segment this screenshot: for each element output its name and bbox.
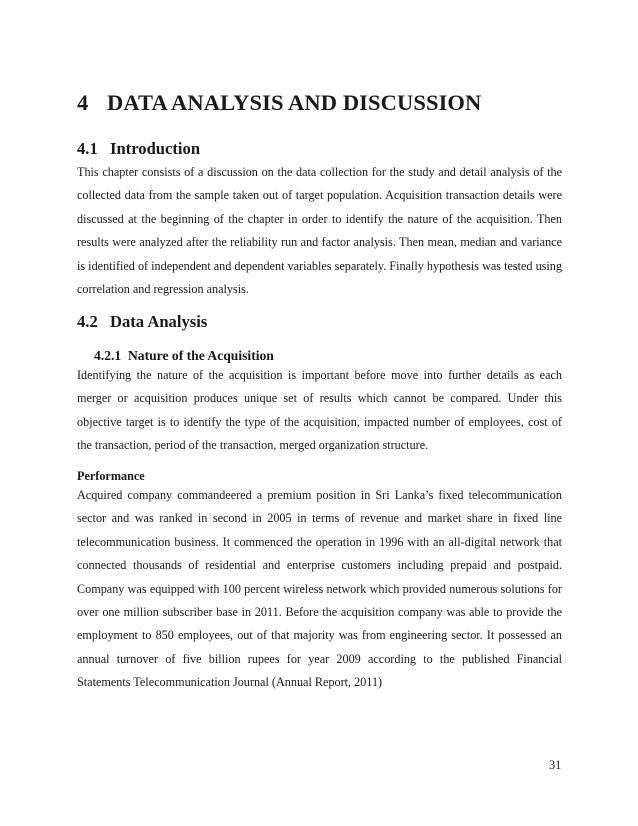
section-heading-introduction (77, 138, 200, 160)
chapter-number: 4 (77, 90, 89, 115)
page-number: 31 (549, 758, 562, 772)
chapter-heading (77, 88, 481, 118)
section-number: 4.1 (77, 139, 98, 158)
performance-paragraph: Acquired company commandeered a premium position in Sri Lanka’s fixed telecommunication sector and was ranked in second in 2005 in terms of revenue and market share in fixed line telecommunication business. It commenced the operation in 1996 with an all-digital network that connected thousands of residential and enterprise customers including prepaid and postpaid. Company was equipped with 100 percent wireless network which provided numerous solutions for over one million subscriber base in 2011. Before the acquisition company was able to provide the employment to 850 employees, out of that majority was from engineering sector. It possessed an annual turnover of five billion rupees for year 2009 according to the published Financial Statements Telecommunication Journal (Annual Report, 2011) (77, 488, 562, 690)
chapter-title: DATA ANALYSIS AND DISCUSSION (107, 90, 482, 115)
subsection-title: Nature of the Acquisition (127, 348, 274, 363)
section-number: 4.2 (77, 312, 98, 331)
nature-paragraph: Identifying the nature of the acquisition is important before move into further details as each merger or acquisition produces unique set of results which cannot be compared. Under this objective target is to identify the type of the acquisition, impacted number of employees, cost of the transaction, period of the transaction, merged organization structure. (77, 368, 562, 453)
section-title: Introduction (110, 139, 201, 158)
introduction-paragraph: This chapter consists of a discussion on the data collection for the study and detail analysis of the collected data from the sample taken out of target population. Acquisition transaction details were discussed at the beginning of the chapter in order to identify the nature of the acquisition. Then results were analyzed after the reliability run and factor analysis. Then mean, median and variance is identified of independent and dependent variables separately. Finally hypothesis was tested using correlation and regression analysis. (77, 165, 562, 297)
performance-heading: Performance (77, 469, 145, 483)
subsection-number: 4.2.1 (94, 348, 122, 363)
subsection-heading-nature (94, 346, 274, 365)
section-heading-data-analysis (77, 311, 207, 333)
section-title: Data Analysis (110, 312, 208, 331)
